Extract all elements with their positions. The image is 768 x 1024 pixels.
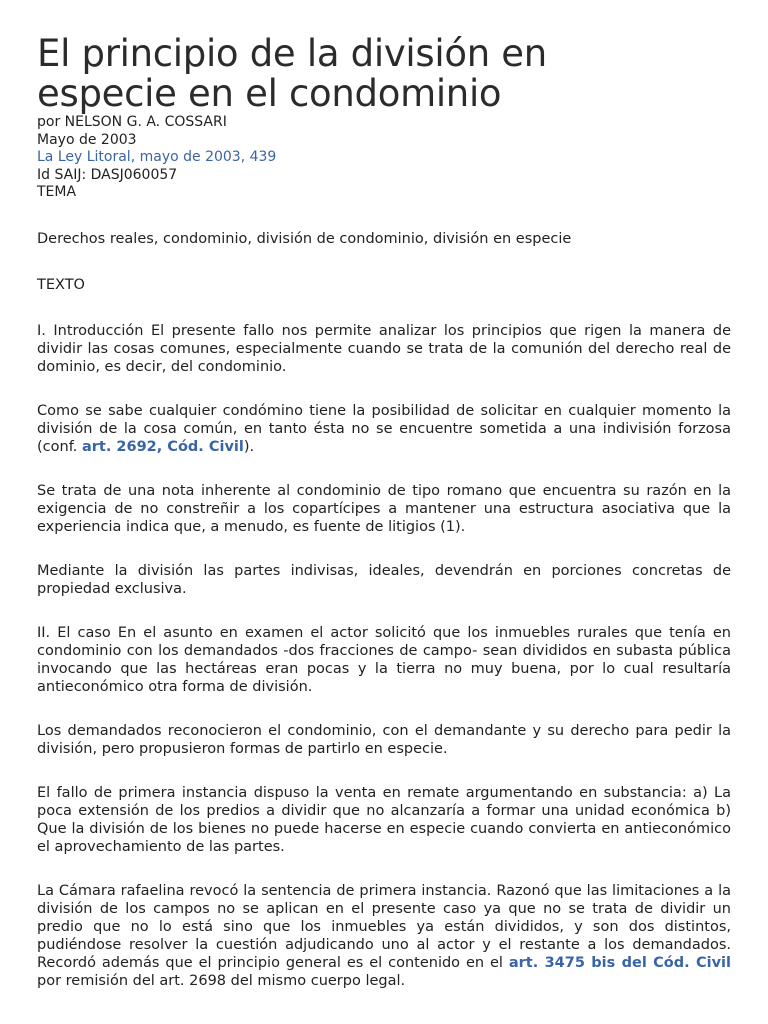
- paragraph-el-caso: II. El caso En el asunto en examen el actor solicitó que los inmuebles rurales que tenía en condominio con los demandados -dos fracciones de campo- sean divididos en subasta pública invocando que las hectáreas eran pocas y la tierra no muy buena, por lo cual resultaría antieconómico otra forma de división.: [37, 624, 731, 695]
- document-meta: [37, 114, 731, 202]
- paragraph-text: ).: [243, 438, 255, 455]
- texto-label: TEXTO: [37, 276, 85, 293]
- date-line: Mayo de 2003: [37, 131, 137, 148]
- paragraph-nota-inherente: Se trata de una nota inherente al condominio de tipo romano que encuentra su razón en la exigencia de no constreñir a los copartícipes a mantener una estructura asociativa que la experiencia indica que, a menudo, es fuente de litigios (1).: [37, 482, 731, 535]
- paragraph-division: [37, 402, 731, 456]
- saij-id: Id SAIJ: DASJ060057: [37, 166, 178, 183]
- source-link[interactable]: La Ley Litoral, mayo de 2003, 439: [37, 149, 277, 165]
- paragraph-text: por remisión del art. 2698 del mismo cuerpo legal.: [37, 972, 406, 989]
- paragraph-text: Como se sabe cualquier condómino tiene la posibilidad de solicitar en cualquier momento la división de la cosa común, en tanto ésta no se encuentre sometida a una indivisión forzosa (conf.: [37, 402, 731, 455]
- paragraph-mediante: Mediante la división las partes indivisas, ideales, devendrán en porciones concretas de propiedad exclusiva.: [37, 562, 731, 597]
- article-link-3475-bis[interactable]: art. 3475 bis del Cód. Civil: [508, 954, 731, 971]
- document-page: [37, 34, 731, 990]
- paragraph-demandados: Los demandados reconocieron el condominio, con el demandante y su derecho para pedir la división, pero propusieron formas de partirlo en especie.: [37, 722, 731, 757]
- tema-label: TEMA: [37, 184, 77, 200]
- paragraph-camara: [37, 882, 731, 990]
- document-title: El principio de la división en especie en el condominio: [37, 32, 547, 115]
- article-link-2692[interactable]: art. 2692, Cód. Civil: [81, 438, 244, 455]
- author-line: por NELSON G. A. COSSARI: [37, 114, 227, 130]
- paragraph-primera-instancia: El fallo de primera instancia dispuso la venta en remate argumentando en substancia: a) La poca extensión de los predios a dividir que no alcanzaría a formar una unidad económica b) Que la división de los bienes no puede hacerse en especie cuando convierta en antieconómico el aprovechamiento de las partes.: [37, 784, 731, 855]
- keywords: Derechos reales, condominio, división de condominio, división en especie: [37, 230, 572, 247]
- paragraph-text: La Cámara rafaelina revocó la sentencia de primera instancia. Razonó que las limitaciones a la división de los campos no se aplican en el presente caso ya que no se trata de dividir un predio que no lo está sino que los inmuebles ya están divididos, y son dos distintos, pudiéndose resolver la cuestión adjudicando uno al actor y el restante a los demandados. Recordó además que el principio general es el contenido en el: [37, 882, 731, 971]
- paragraph-introduccion: I. Introducción El presente fallo nos permite analizar los principios que rigen la manera de dividir las cosas comunes, especialmente cuando se trata de la comunión del derecho real de dominio, es decir, del condominio.: [37, 322, 731, 375]
